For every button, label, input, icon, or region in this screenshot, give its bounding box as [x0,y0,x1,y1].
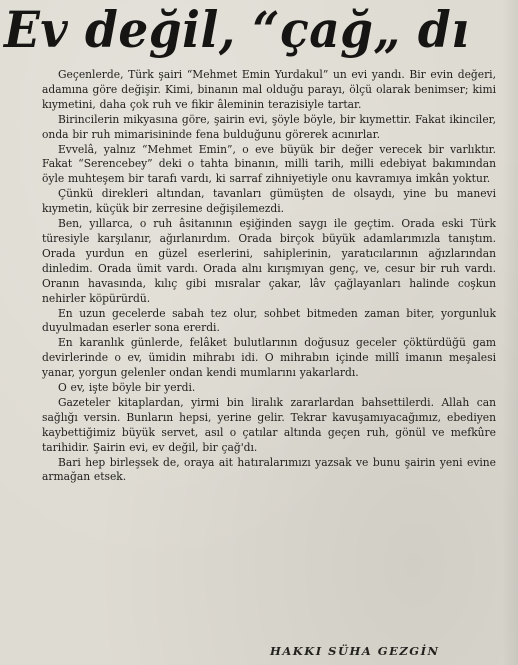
paragraph: Birincilerin mikyasına göre, şairin evi, şöyle böyle, bir kıymettir. Fakat ikinciler, onda bir ruh mimarisininde fena bulduğunu görerek acınırlar. [42,112,496,141]
page-edge-shade [502,0,518,665]
paragraph: En karanlık günlerde, felâket bulutlarının doğusuz geceler çöktürdüğü gam devirlerinde o ev, ümidin mihrabı idi. O mihrabın içinde millî imanın meşalesi yanar, yorgun gelenler ondan kendi mumlarını yakarlardı. [42,336,496,380]
paragraph: Çünkü direkleri altından, tavanları gümüşten de olsaydı, yine bu manevi kıymetin, küçük bir zerresine değişilemezdi. [42,187,496,216]
paragraph: En uzun gecelerde sabah tez olur, sohbet bitmeden zaman biter, yorgunluk duyulmadan eserler sona ererdi. [42,306,496,335]
paragraph: Gazeteler kitaplardan, yirmi bin liralık zararlardan bahsettilerdi. Allah can sağlığı versin. Bunların hepsi, yerine gelir. Tekrar kavuşamıyacağımız, ebediyen kaybettiğimiz büyük servet, asıl o çatılar altında geçen ruh, gönül ve mefkûre tarihidir. Şairin evi, ev değil, bir çağ'dı. [42,395,496,454]
paragraph: Evvelâ, yalnız “Mehmet Emin”, o eve büyük bir değer verecek bir varlıktır. Fakat “Serencebey” deki o tahta binanın, milli tarih, milli edebiyat bakımından öyle muhteşem bir tarafı vardı, ki sarraf zihniyetiyle onu kavramıya imkân yoktur. [42,142,496,186]
paragraph: Geçenlerde, Türk şairi “Mehmet Emin Yurdakul” un evi yandı. Bir evin değeri, adamına göre değişir. Kimi, binanın mal olduğu parayı, ölçü olarak benimser; kimi kıymetini, daha çok ruh ve fikir âleminin terazisiyle tartar. [42,68,496,111]
paragraph: Ben, yıllarca, o ruh âsitanının eşiğinden saygı ile geçtim. Orada eski Türk türesiyle karşılanır, ağırlanırdım. Orada birçok büyük adamlarımızla tanıştım. Orada yurdun en güzel eserlerini, sahiplerinin, yaratıcılarının ağızlarından dinledim. Orada ümit vardı. Orada alnı kırışmıyan genç, ve, cesur bir ruh vardı. Oranın havasında, kılıç gibi mısralar çakar, lâv çağlayanları halinde coşkun nehirler köpürürdü. [42,217,496,305]
article-body [42,68,496,485]
author-signature: HAKKI SÜHA GEZGİN [270,644,440,658]
paragraph: O ev, işte böyle bir yerdi. [58,381,196,395]
headline: Ev değil, “çağ„ dı [4,2,470,60]
paragraph: Bari hep birleşsek de, oraya ait hatıralarımızı yazsak ve bunu şairin yeni evine armağan etsek. [42,455,496,484]
